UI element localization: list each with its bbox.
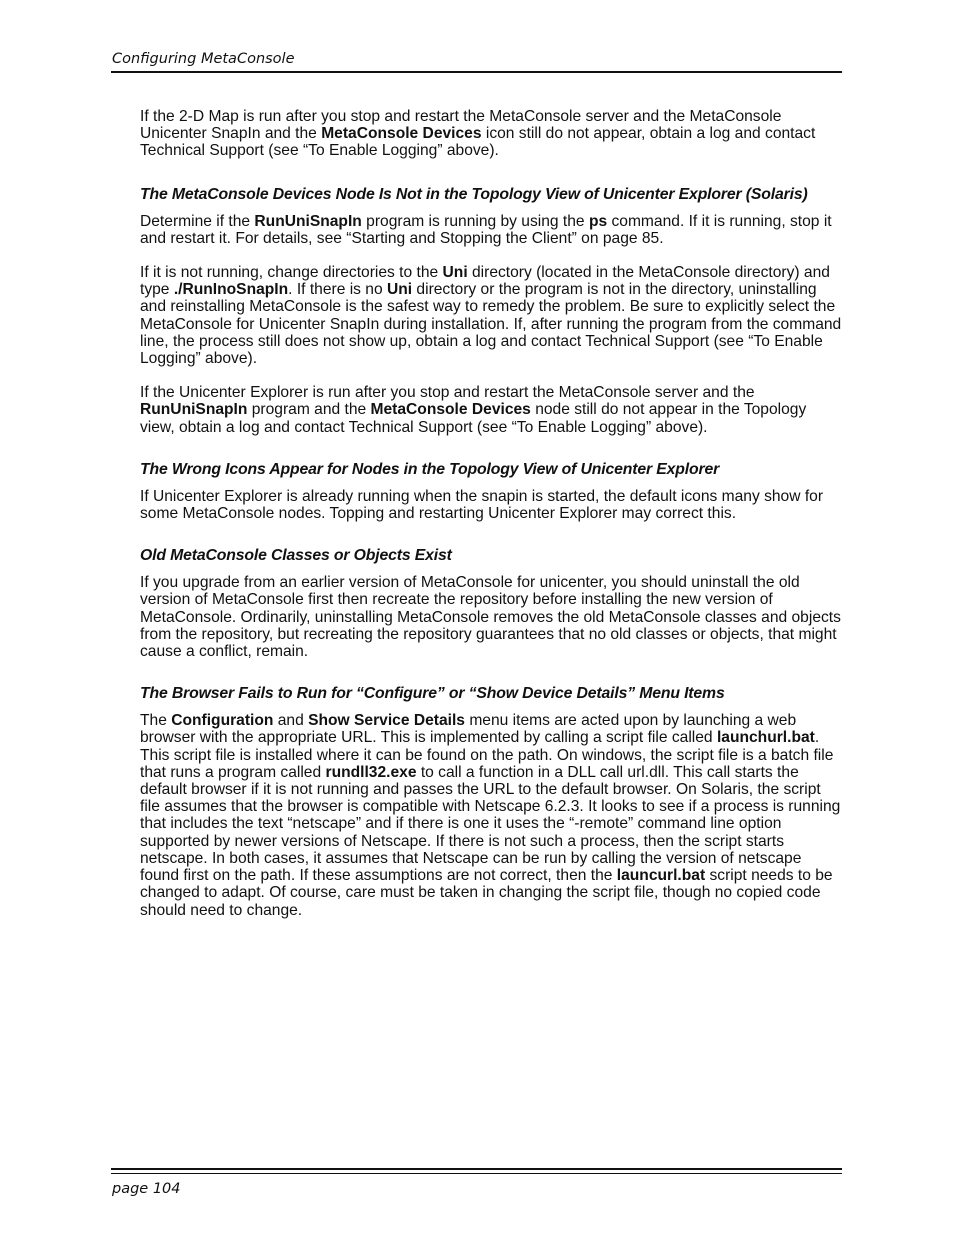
footer-rule-thin: [111, 1173, 842, 1174]
heading-browser-fails: The Browser Fails to Run for “Configure” or “Show Device Details” Menu Items: [140, 685, 725, 703]
paragraph-2d-map: If the 2-D Map is run after you stop and restart the MetaConsole server and the MetaConsole Unicenter SnapIn and the MetaConsole Devices icon still do not appear, obtain a log and contact Technical Support (see “To Enable Logging” above).: [140, 108, 816, 160]
page-number: page 104: [112, 1181, 181, 1197]
heading-old-classes: Old MetaConsole Classes or Objects Exist: [140, 547, 452, 565]
paragraph-browser-fails: The Configuration and Show Service Details menu items are acted upon by launching a web browser with the appropriate URL. This is implemented by calling a script file called launchurl.bat. This script file is installed where it can be found on the path. On windows, the script file is a batch file that runs a program called rundll32.exe to call a function in a DLL call url.dll. This call starts the default browser if it is not running and passes the URL to the default browser. On Solaris, the script file assumes that the browser is compatible with Netscape 6.2.3. It looks to see if a process is running that includes the text “netscape” and if there is one it uses the “-remote” command line option supported by newer versions of Netscape. If there is not such a process, then the script starts netscape. In both cases, it assumes that Netscape can be run by calling the version of netscape found first on the path. If these assumptions are not correct, then the launcurl.bat script needs to be changed to adapt. Of course, care must be taken in changing the script file, though no copied code should need to change.: [140, 712, 841, 919]
footer-rule-thick: [111, 1168, 842, 1170]
paragraph-not-running: If it is not running, change directories to the Uni directory (located in the MetaConsole directory) and type ./RunInoSnapIn. If there is no Uni directory or the program is not in the directory, uninstalling and reinstalling MetaConsole is the safest way to remedy the problem. Be sure to explicitly select the MetaConsole for Unicenter SnapIn during installation. If, after running the program from the command line, the process still does not show up, obtain a log and contact Technical Support (see “To Enable Logging” above).: [140, 264, 842, 368]
page-body: [140, 108, 842, 919]
paragraph-determine-running: Determine if the RunUniSnapIn program is running by using the ps command. If it is running, stop it and restart it. For details, see “Starting and Stopping the Client” on page 85.: [140, 212, 832, 247]
heading-devices-node-solaris: The MetaConsole Devices Node Is Not in the Topology View of Unicenter Explorer (Solaris): [140, 185, 808, 203]
running-header-title: Configuring MetaConsole: [112, 51, 295, 67]
paragraph-wrong-icons: If Unicenter Explorer is already running when the snapin is started, the default icons many show for some MetaConsole nodes. Topping and restarting Unicenter Explorer may correct this.: [140, 487, 824, 523]
header-rule: [111, 71, 842, 73]
paragraph-old-classes: If you upgrade from an earlier version of MetaConsole for unicenter, you should uninstall the old version of MetaConsole first then recreate the repository before installing the new version of MetaConsole. Ordinarily, uninstalling MetaConsole removes the old MetaConsole classes and objects from the repository, but recreating the repository guarantees that no old classes or objects, that might cause a conflict, remain.: [140, 574, 841, 661]
heading-wrong-icons: The Wrong Icons Appear for Nodes in the Topology View of Unicenter Explorer: [140, 460, 720, 478]
paragraph-unicenter-explorer-restart: If the Unicenter Explorer is run after you stop and restart the MetaConsole server and the RunUniSnapIn program and the MetaConsole Devices node still do not appear in the Topology view, obtain a log and contact Technical Support (see “To Enable Logging” above).: [140, 384, 807, 436]
